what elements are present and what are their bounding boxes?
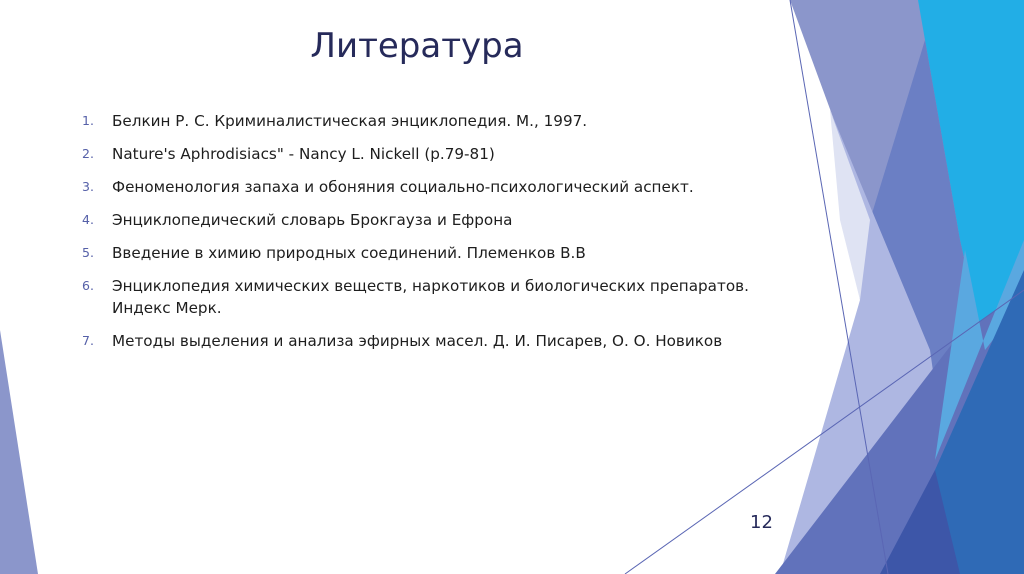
item-text: Феноменология запаха и обоняния социально-психологический аспект. <box>112 178 694 196</box>
item-text: Nature's Aphrodisiacs" - Nancy L. Nickell (p.79-81) <box>112 145 495 163</box>
reference-list <box>82 110 772 363</box>
slide-title: Литература <box>310 26 524 66</box>
list-item <box>82 330 772 352</box>
item-number: 4. <box>82 212 94 227</box>
item-number: 6. <box>82 278 94 293</box>
list-item <box>82 110 772 132</box>
item-number: 3. <box>82 179 94 194</box>
item-number: 7. <box>82 333 94 348</box>
item-text: Методы выделения и анализа эфирных масел. Д. И. Писарев, О. О. Новиков <box>112 332 723 350</box>
item-number: 2. <box>82 146 94 161</box>
left-triangle <box>0 330 38 574</box>
list-item <box>82 209 772 231</box>
item-text: Белкин Р. С. Криминалистическая энциклопедия. М., 1997. <box>112 112 588 130</box>
list-item <box>82 176 772 198</box>
item-number: 5. <box>82 245 94 260</box>
item-text: Энциклопедия химических веществ, наркотиков и биологических препаратов. Индекс Мерк. <box>112 277 749 317</box>
page-number: 12 <box>750 512 773 533</box>
list-item <box>82 143 772 165</box>
item-text: Энциклопедический словарь Брокгауза и Ефрона <box>112 211 513 229</box>
item-number: 1. <box>82 113 94 128</box>
item-text: Введение в химию природных соединений. Племенков В.В <box>112 244 586 262</box>
list-item <box>82 242 772 264</box>
list-item <box>82 275 772 319</box>
